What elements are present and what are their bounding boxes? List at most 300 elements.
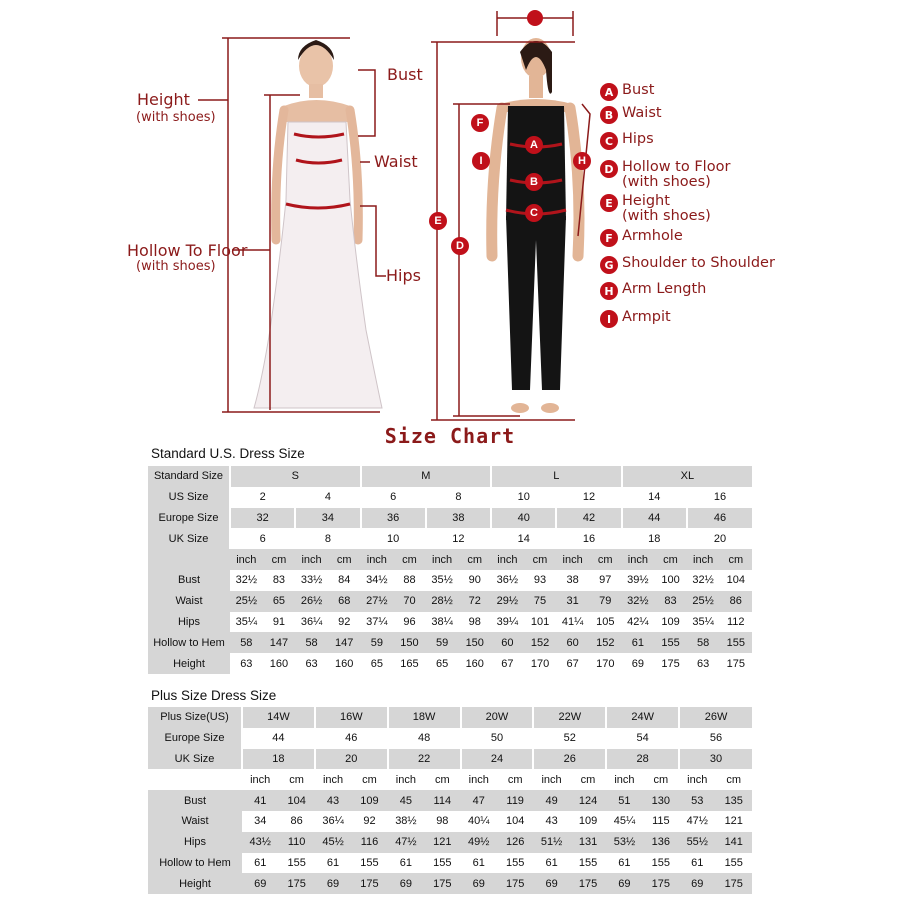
table-cell: 124 — [570, 790, 606, 811]
table-cell: 112 — [719, 612, 752, 633]
table-cell: 69 — [242, 873, 278, 894]
table-cell: 90 — [458, 570, 491, 591]
table-cell: 60 — [556, 632, 589, 653]
plus-table-caption: Plus Size Dress Size — [151, 688, 277, 703]
table-cell: 10 — [491, 487, 556, 508]
table-cell: 63 — [230, 653, 263, 674]
table-cell: 61 — [679, 853, 715, 874]
table-cell: cm — [351, 769, 387, 790]
row-label-cell: Europe Size — [148, 728, 242, 749]
table-cell: 175 — [654, 653, 687, 674]
table-cell: 93 — [524, 570, 557, 591]
table-cell: 58 — [295, 632, 328, 653]
table-cell: 12 — [556, 487, 621, 508]
table-cell: 20W — [461, 707, 534, 728]
table-cell: 160 — [263, 653, 296, 674]
table-cell: 10 — [361, 528, 426, 549]
table-cell: cm — [263, 549, 296, 570]
table-cell: 27½ — [361, 591, 394, 612]
table-cell: 44 — [242, 728, 315, 749]
row-label-cell: Europe Size — [148, 508, 230, 529]
table-cell: 69 — [533, 873, 569, 894]
table-cell: 24 — [461, 749, 534, 770]
table-cell: 40¼ — [461, 811, 497, 832]
table-cell: 51 — [606, 790, 642, 811]
table-cell: cm — [424, 769, 460, 790]
legend-letter-badge: I — [600, 310, 618, 328]
hips-label: Hips — [386, 266, 421, 285]
table-cell: 72 — [458, 591, 491, 612]
row-label-cell: UK Size — [148, 528, 230, 549]
plus-size-table — [148, 707, 752, 894]
table-cell: 175 — [570, 873, 606, 894]
table-cell: 98 — [424, 811, 460, 832]
table-cell: 20 — [687, 528, 752, 549]
table-cell: 136 — [643, 832, 679, 853]
legend-item-f — [600, 229, 683, 247]
table-cell: 69 — [315, 873, 351, 894]
bust-label: Bust — [387, 65, 423, 84]
row-label-cell: Bust — [148, 570, 230, 591]
table-cell: 86 — [719, 591, 752, 612]
table-row — [148, 749, 752, 770]
table-cell: 42 — [556, 508, 621, 529]
table-cell: cm — [393, 549, 426, 570]
table-cell: 8 — [426, 487, 491, 508]
table-cell: 83 — [263, 570, 296, 591]
table-cell: 121 — [424, 832, 460, 853]
table-cell: 70 — [393, 591, 426, 612]
table-cell: cm — [524, 549, 557, 570]
table-cell: inch — [491, 549, 524, 570]
row-label-cell — [148, 549, 230, 570]
table-cell: 18 — [622, 528, 687, 549]
table-cell: 22W — [533, 707, 606, 728]
measurement-figure-drawing — [0, 0, 900, 430]
table-cell: 25½ — [230, 591, 263, 612]
table-cell: 14W — [242, 707, 315, 728]
table-cell: 14 — [491, 528, 556, 549]
row-label-cell: Standard Size — [148, 466, 230, 487]
table-cell: cm — [643, 769, 679, 790]
legend-label: Hips — [622, 131, 654, 147]
table-cell: 39¼ — [491, 612, 524, 633]
table-cell: 175 — [497, 873, 533, 894]
marker-d: D — [451, 237, 469, 255]
table-cell: 165 — [393, 653, 426, 674]
table-cell: 32 — [230, 508, 295, 529]
legend-item-h — [600, 282, 706, 300]
table-cell: 32½ — [230, 570, 263, 591]
table-cell: XL — [622, 466, 753, 487]
legend-label: Arm Length — [622, 281, 707, 297]
table-cell: 36¼ — [315, 811, 351, 832]
table-cell: cm — [715, 769, 752, 790]
legend-letter-badge: B — [600, 106, 618, 124]
table-cell: 75 — [524, 591, 557, 612]
legend-item-d — [600, 160, 730, 190]
table-cell: inch — [687, 549, 720, 570]
table-cell: 31 — [556, 591, 589, 612]
table-cell: inch — [361, 549, 394, 570]
table-cell: 150 — [393, 632, 426, 653]
table-cell: 26 — [533, 749, 606, 770]
table-cell: 141 — [715, 832, 752, 853]
table-cell: 46 — [687, 508, 752, 529]
table-cell: 16 — [687, 487, 752, 508]
table-row — [148, 873, 752, 894]
table-cell: 65 — [263, 591, 296, 612]
table-cell: 121 — [715, 811, 752, 832]
hollow-to-floor-label: Hollow To Floor — [127, 241, 248, 260]
table-cell: 47½ — [388, 832, 424, 853]
table-cell: 63 — [687, 653, 720, 674]
table-cell: 41 — [242, 790, 278, 811]
table-cell: M — [361, 466, 492, 487]
legend-label: Hollow to Floor (with shoes) — [622, 159, 731, 190]
table-cell: 53½ — [606, 832, 642, 853]
row-label-cell: UK Size — [148, 749, 242, 770]
table-cell: 91 — [263, 612, 296, 633]
table-cell: 48 — [388, 728, 461, 749]
table-cell: 38 — [556, 570, 589, 591]
row-label-cell: Hips — [148, 612, 230, 633]
table-cell: 92 — [328, 612, 361, 633]
table-cell: 152 — [589, 632, 622, 653]
marker-b: B — [525, 173, 543, 191]
table-row — [148, 769, 752, 790]
legend-letter-badge: C — [600, 132, 618, 150]
table-cell: 49½ — [461, 832, 497, 853]
table-cell: 36¼ — [295, 612, 328, 633]
table-cell: cm — [278, 769, 314, 790]
row-label-cell: Bust — [148, 790, 242, 811]
table-cell: 152 — [524, 632, 557, 653]
table-cell: 109 — [570, 811, 606, 832]
table-cell: 25½ — [687, 591, 720, 612]
table-row — [148, 549, 752, 570]
table-cell: 61 — [622, 632, 655, 653]
table-cell: 61 — [242, 853, 278, 874]
table-cell: 32½ — [687, 570, 720, 591]
legend-label: Armpit — [622, 309, 671, 325]
table-cell: inch — [230, 549, 263, 570]
table-cell: 155 — [654, 632, 687, 653]
marker-f: F — [471, 114, 489, 132]
table-cell: 175 — [643, 873, 679, 894]
table-row — [148, 790, 752, 811]
legend-label: Height (with shoes) — [622, 193, 711, 224]
table-cell: 38½ — [388, 811, 424, 832]
table-cell: 155 — [719, 632, 752, 653]
row-label-cell: Hips — [148, 832, 242, 853]
table-cell: 155 — [424, 853, 460, 874]
table-cell: 34½ — [361, 570, 394, 591]
table-cell: cm — [589, 549, 622, 570]
table-cell: 170 — [524, 653, 557, 674]
table-cell: L — [491, 466, 622, 487]
table-cell: 34 — [295, 508, 360, 529]
table-cell: 97 — [589, 570, 622, 591]
table-cell: 65 — [426, 653, 459, 674]
table-row — [148, 811, 752, 832]
legend-letter-badge: G — [600, 256, 618, 274]
table-cell: inch — [426, 549, 459, 570]
height-label: Height — [137, 90, 190, 109]
table-cell: 43½ — [242, 832, 278, 853]
table-cell: 16W — [315, 707, 388, 728]
height-sub-label: (with shoes) — [136, 110, 216, 125]
table-cell: inch — [606, 769, 642, 790]
table-cell: inch — [622, 549, 655, 570]
table-row — [148, 570, 752, 591]
table-cell: 39½ — [622, 570, 655, 591]
table-cell: 20 — [315, 749, 388, 770]
table-cell: 42¼ — [622, 612, 655, 633]
legend-label: Shoulder to Shoulder — [622, 255, 775, 271]
table-cell: 65 — [361, 653, 394, 674]
table-cell: 61 — [388, 853, 424, 874]
row-label-cell: Height — [148, 873, 242, 894]
table-cell: 32½ — [622, 591, 655, 612]
table-cell: 8 — [295, 528, 360, 549]
table-cell: inch — [556, 549, 589, 570]
table-cell: cm — [654, 549, 687, 570]
table-cell: 175 — [424, 873, 460, 894]
table-cell: 38 — [426, 508, 491, 529]
table-cell: 45¼ — [606, 811, 642, 832]
table-row — [148, 612, 752, 633]
table-cell: 96 — [393, 612, 426, 633]
legend-letter-badge: F — [600, 229, 618, 247]
table-cell: 53 — [679, 790, 715, 811]
table-cell: 63 — [295, 653, 328, 674]
table-cell: 130 — [643, 790, 679, 811]
table-cell: 36½ — [491, 570, 524, 591]
table-cell: 79 — [589, 591, 622, 612]
table-cell: 170 — [589, 653, 622, 674]
table-cell: 36 — [361, 508, 426, 529]
table-cell: 58 — [687, 632, 720, 653]
table-cell: cm — [570, 769, 606, 790]
table-cell: 30 — [679, 749, 752, 770]
table-cell: 45½ — [315, 832, 351, 853]
table-cell: inch — [295, 549, 328, 570]
table-cell: 160 — [328, 653, 361, 674]
legend-label: Armhole — [622, 228, 683, 244]
table-cell: inch — [461, 769, 497, 790]
row-label-cell: US Size — [148, 487, 230, 508]
table-cell: 119 — [497, 790, 533, 811]
table-cell: 58 — [230, 632, 263, 653]
table-cell: 155 — [497, 853, 533, 874]
legend-item-c — [600, 132, 654, 150]
row-label-cell: Waist — [148, 811, 242, 832]
table-cell: 131 — [570, 832, 606, 853]
table-cell: 110 — [278, 832, 314, 853]
table-row — [148, 487, 752, 508]
table-cell: 83 — [654, 591, 687, 612]
table-row — [148, 707, 752, 728]
table-cell: 155 — [643, 853, 679, 874]
table-cell: 12 — [426, 528, 491, 549]
marker-c: C — [525, 204, 543, 222]
table-cell: 105 — [589, 612, 622, 633]
row-label-cell: Height — [148, 653, 230, 674]
table-cell: 35¼ — [687, 612, 720, 633]
table-cell: 22 — [388, 749, 461, 770]
table-cell: 175 — [278, 873, 314, 894]
table-cell: 26½ — [295, 591, 328, 612]
legend-item-e — [600, 194, 711, 224]
table-cell: 109 — [654, 612, 687, 633]
table-cell: 46 — [315, 728, 388, 749]
table-cell: 24W — [606, 707, 679, 728]
table-cell: 45 — [388, 790, 424, 811]
table-cell: 33½ — [295, 570, 328, 591]
table-cell: 2 — [230, 487, 295, 508]
table-cell: 18W — [388, 707, 461, 728]
table-cell: cm — [458, 549, 491, 570]
table-cell: 50 — [461, 728, 534, 749]
table-cell: 16 — [556, 528, 621, 549]
table-cell: cm — [719, 549, 752, 570]
table-cell: 35½ — [426, 570, 459, 591]
table-cell: 14 — [622, 487, 687, 508]
table-cell: 61 — [533, 853, 569, 874]
table-cell: 147 — [328, 632, 361, 653]
table-cell: 67 — [491, 653, 524, 674]
row-label-cell: Hollow to Hem — [148, 632, 230, 653]
table-cell: 86 — [278, 811, 314, 832]
legend-item-i — [600, 310, 671, 328]
table-row — [148, 591, 752, 612]
table-cell: 28 — [606, 749, 679, 770]
table-cell: 28½ — [426, 591, 459, 612]
table-cell: 155 — [351, 853, 387, 874]
table-cell: 47½ — [679, 811, 715, 832]
table-row — [148, 853, 752, 874]
table-cell: 175 — [351, 873, 387, 894]
table-cell: 150 — [458, 632, 491, 653]
table-cell: 104 — [497, 811, 533, 832]
table-cell: 114 — [424, 790, 460, 811]
table-cell: 29½ — [491, 591, 524, 612]
table-cell: inch — [315, 769, 351, 790]
table-cell: 61 — [315, 853, 351, 874]
marker-h: H — [573, 152, 591, 170]
table-cell: 61 — [461, 853, 497, 874]
table-cell: 116 — [351, 832, 387, 853]
legend-label: Bust — [622, 82, 655, 98]
table-row — [148, 728, 752, 749]
row-label-cell: Plus Size(US) — [148, 707, 242, 728]
table-row — [148, 508, 752, 529]
table-cell: 68 — [328, 591, 361, 612]
legend-letter-badge: H — [600, 282, 618, 300]
table-cell: 26W — [679, 707, 752, 728]
table-cell: 104 — [278, 790, 314, 811]
table-cell: 38¼ — [426, 612, 459, 633]
standard-table-caption: Standard U.S. Dress Size — [151, 446, 305, 461]
legend-letter-badge: A — [600, 83, 618, 101]
table-cell: 47 — [461, 790, 497, 811]
table-cell: 4 — [295, 487, 360, 508]
table-cell: 98 — [458, 612, 491, 633]
table-cell: 135 — [715, 790, 752, 811]
table-cell: 100 — [654, 570, 687, 591]
table-cell: 49 — [533, 790, 569, 811]
table-cell: 69 — [679, 873, 715, 894]
table-cell: 147 — [263, 632, 296, 653]
table-cell: cm — [328, 549, 361, 570]
table-cell: 69 — [606, 873, 642, 894]
table-row — [148, 632, 752, 653]
table-row — [148, 466, 752, 487]
table-cell: 69 — [388, 873, 424, 894]
table-cell: 60 — [491, 632, 524, 653]
table-cell: 41¼ — [556, 612, 589, 633]
table-cell: 88 — [393, 570, 426, 591]
legend-letter-badge: E — [600, 194, 618, 212]
table-cell: inch — [388, 769, 424, 790]
table-cell: 43 — [533, 811, 569, 832]
table-cell: 34 — [242, 811, 278, 832]
table-cell: 40 — [491, 508, 556, 529]
table-cell: 126 — [497, 832, 533, 853]
table-cell: inch — [679, 769, 715, 790]
table-cell: 115 — [643, 811, 679, 832]
table-cell: S — [230, 466, 361, 487]
legend-item-a — [600, 83, 654, 101]
table-row — [148, 528, 752, 549]
shoulder-marker-dot — [527, 10, 543, 26]
table-cell: 160 — [458, 653, 491, 674]
table-cell: 155 — [570, 853, 606, 874]
table-cell: 59 — [426, 632, 459, 653]
table-cell: 55½ — [679, 832, 715, 853]
model-figure — [492, 38, 579, 413]
marker-a: A — [525, 136, 543, 154]
table-cell: 35¼ — [230, 612, 263, 633]
marker-e: E — [429, 212, 447, 230]
table-cell: 43 — [315, 790, 351, 811]
table-cell: 109 — [351, 790, 387, 811]
table-cell: 175 — [719, 653, 752, 674]
table-cell: 52 — [533, 728, 606, 749]
standard-size-table — [148, 466, 752, 674]
table-cell: 69 — [622, 653, 655, 674]
legend-item-g — [600, 256, 775, 274]
marker-i: I — [472, 152, 490, 170]
legend-letter-badge: D — [600, 160, 618, 178]
table-cell: 6 — [361, 487, 426, 508]
table-cell: 56 — [679, 728, 752, 749]
table-cell: inch — [242, 769, 278, 790]
table-cell: 59 — [361, 632, 394, 653]
table-cell: 175 — [715, 873, 752, 894]
legend-label: Waist — [622, 105, 662, 121]
table-cell: 155 — [715, 853, 752, 874]
table-cell: 67 — [556, 653, 589, 674]
hollow-to-floor-sub-label: (with shoes) — [136, 259, 216, 274]
table-cell: 104 — [719, 570, 752, 591]
table-row — [148, 832, 752, 853]
table-cell: 51½ — [533, 832, 569, 853]
table-cell: 37¼ — [361, 612, 394, 633]
table-cell: 44 — [622, 508, 687, 529]
table-cell: 6 — [230, 528, 295, 549]
